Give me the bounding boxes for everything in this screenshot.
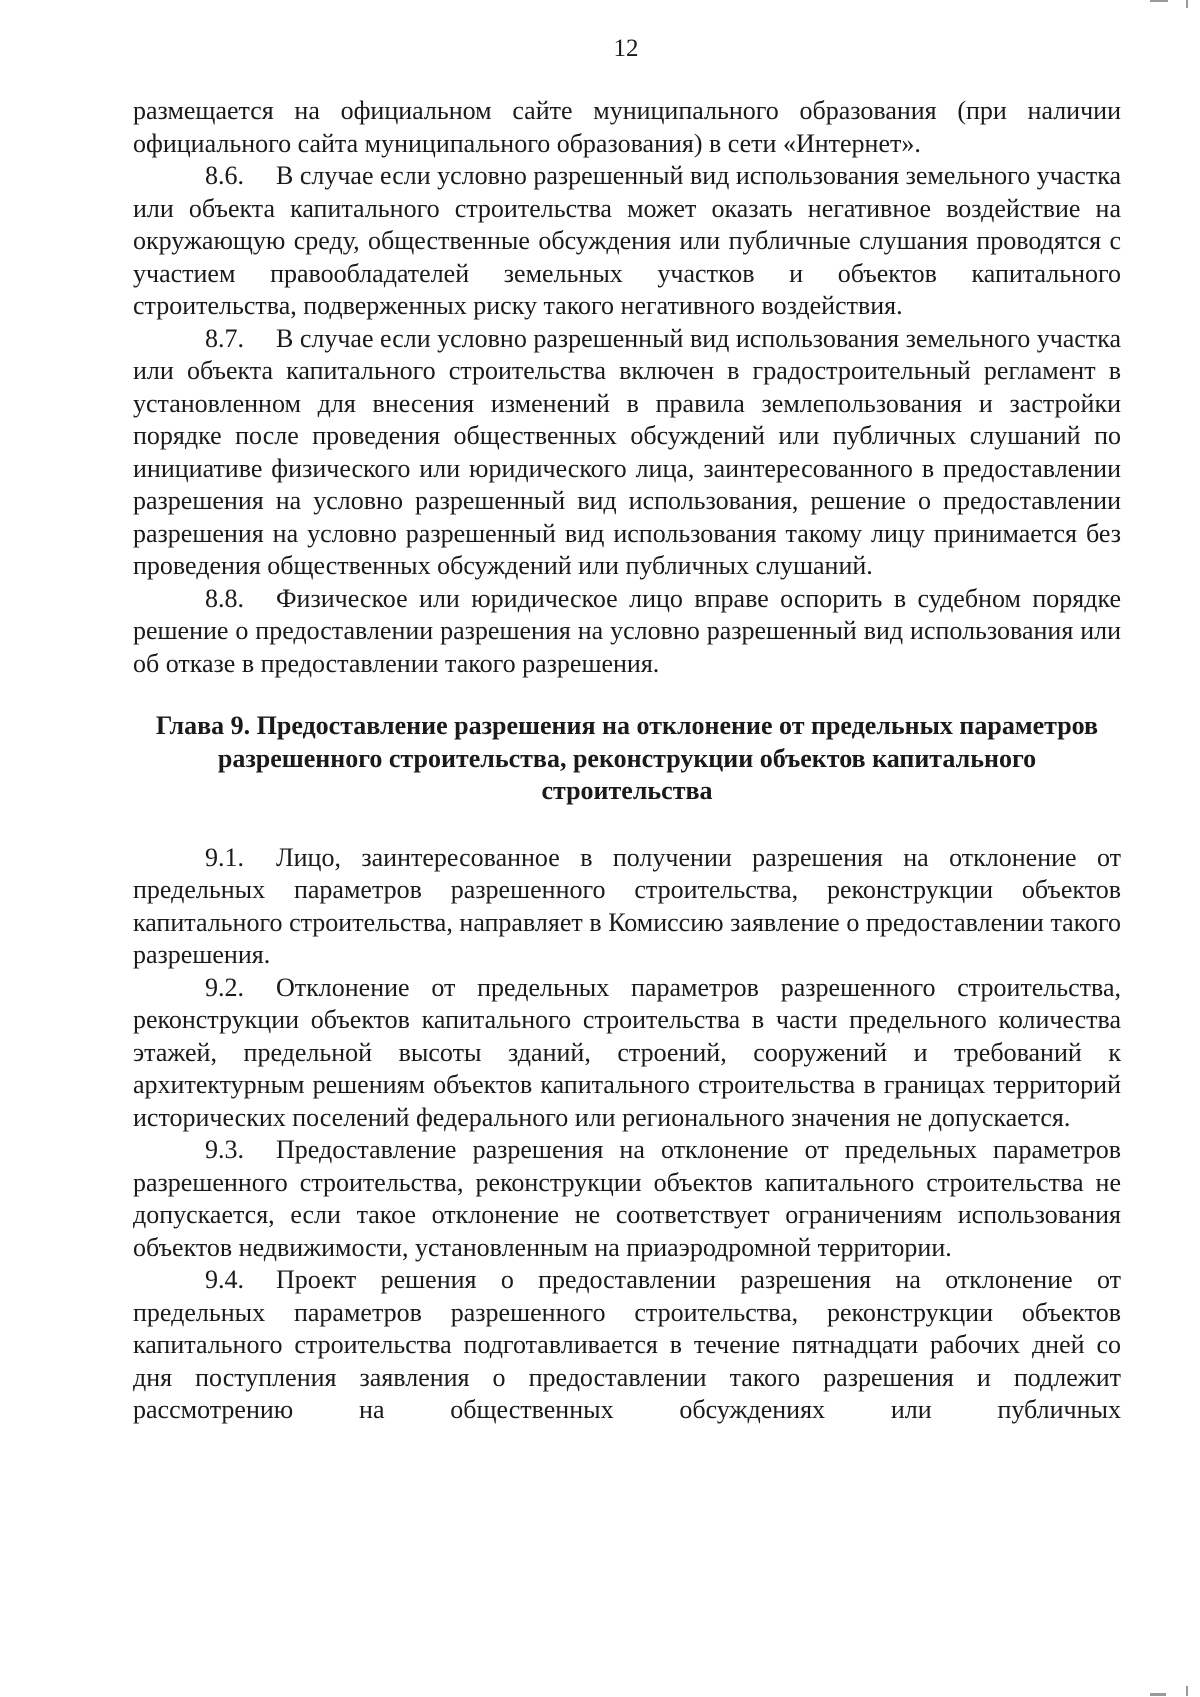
paragraph-8-6 bbox=[133, 160, 1121, 323]
paragraph-text: Отклонение от предельных параметров разрешенного строительства, реконструкции объектов капитального строительства в части предельного количества этажей, предельной высоты зданий, строений, сооружений и требований к архитектурным решениям объектов капитального строительства в границах территорий исторических поселений федерального или регионального значения не допускается. bbox=[133, 972, 1121, 1132]
chapter-heading: Глава 9. Предоставление разрешения на отклонение от предельных параметров разрешенного строительства, реконструкции объектов капитального строительства bbox=[155, 711, 1099, 805]
scan-artifact-bottom-right bbox=[1186, 1686, 1188, 1696]
scan-artifact-top-right bbox=[1186, 0, 1188, 8]
scan-artifact-bottom bbox=[1150, 1693, 1166, 1696]
paragraph-9-1 bbox=[133, 842, 1121, 972]
paragraph-number: 9.3. bbox=[205, 1135, 244, 1164]
paragraph-text: Физическое или юридическое лицо вправе оспорить в судебном порядке решение о предоставлении разрешения на условно разрешенный вид использования или об отказе в предоставлении такого разрешения. bbox=[133, 583, 1121, 678]
paragraph-8-7 bbox=[133, 323, 1121, 583]
paragraph-number: 8.6. bbox=[205, 161, 244, 190]
scan-artifact-top bbox=[1150, 0, 1168, 2]
intro-paragraph: размещается на официальном сайте муниципального образования (при наличии официального сайта муниципального образования) в сети «Интернет». bbox=[133, 96, 1121, 158]
paragraph-number: 8.8. bbox=[205, 583, 244, 613]
paragraph-9-2 bbox=[133, 972, 1121, 1135]
paragraph-9-4 bbox=[133, 1264, 1121, 1427]
paragraph-number: 8.7. bbox=[205, 323, 244, 353]
paragraph-number: 9.1. bbox=[205, 842, 244, 872]
paragraph-8-8 bbox=[133, 583, 1121, 681]
paragraph-number: 9.4. bbox=[205, 1265, 244, 1294]
paragraph-text: Лицо, заинтересованное в получении разрешения на отклонение от предельных параметров разрешенного строительства, реконструкции объектов капитального строительства, направляет в Комиссию заявление о предоставлении такого разрешения. bbox=[133, 842, 1121, 969]
paragraph-text: В случае если условно разрешенный вид использования земельного участка или объекта капитального строительства включен в градостроительный регламент в установленном для внесения изменений в правила землепользования и застройки порядке после проведения общественных обсуждений или публичных слушаний по инициативе физического или юридического лица, заинтересованного в предоставлении разрешения на условно разрешенный вид использования, решение о предоставлении разрешения на условно разрешенный вид использования такому лицу принимается без проведения общественных обсуждений или публичных слушаний. bbox=[133, 323, 1121, 580]
page-number: 12 bbox=[613, 35, 639, 62]
paragraph-text: В случае если условно разрешенный вид использования земельного участка или объекта капитального строительства может оказать негативное воздействие на окружающую среду, общественные обсуждения или публичные слушания проводятся с участием правообладателей земельных участков и объектов капитального строительства, подверженных риску такого негативного воздействия. bbox=[133, 161, 1121, 320]
paragraph-text: Предоставление разрешения на отклонение от предельных параметров разрешенного строительства, реконструкции объектов капитального строительства не допускается, если такое отклонение не соответствует ограничениям использования объектов недвижимости, установленным на приаэродромной территории. bbox=[133, 1135, 1121, 1262]
paragraph-text: Проект решения о предоставлении разрешения на отклонение от предельных параметров разрешенного строительства, реконструкции объектов капитального строительства подготавливается в течение пятнадцати рабочих дней со дня поступления заявления о предоставлении такого разрешения и подлежит рассмотрению на общественных обсуждениях или публичных bbox=[133, 1265, 1121, 1424]
document-body bbox=[133, 95, 1121, 1427]
paragraph-9-3 bbox=[133, 1134, 1121, 1264]
paragraph-number: 9.2. bbox=[205, 972, 244, 1002]
